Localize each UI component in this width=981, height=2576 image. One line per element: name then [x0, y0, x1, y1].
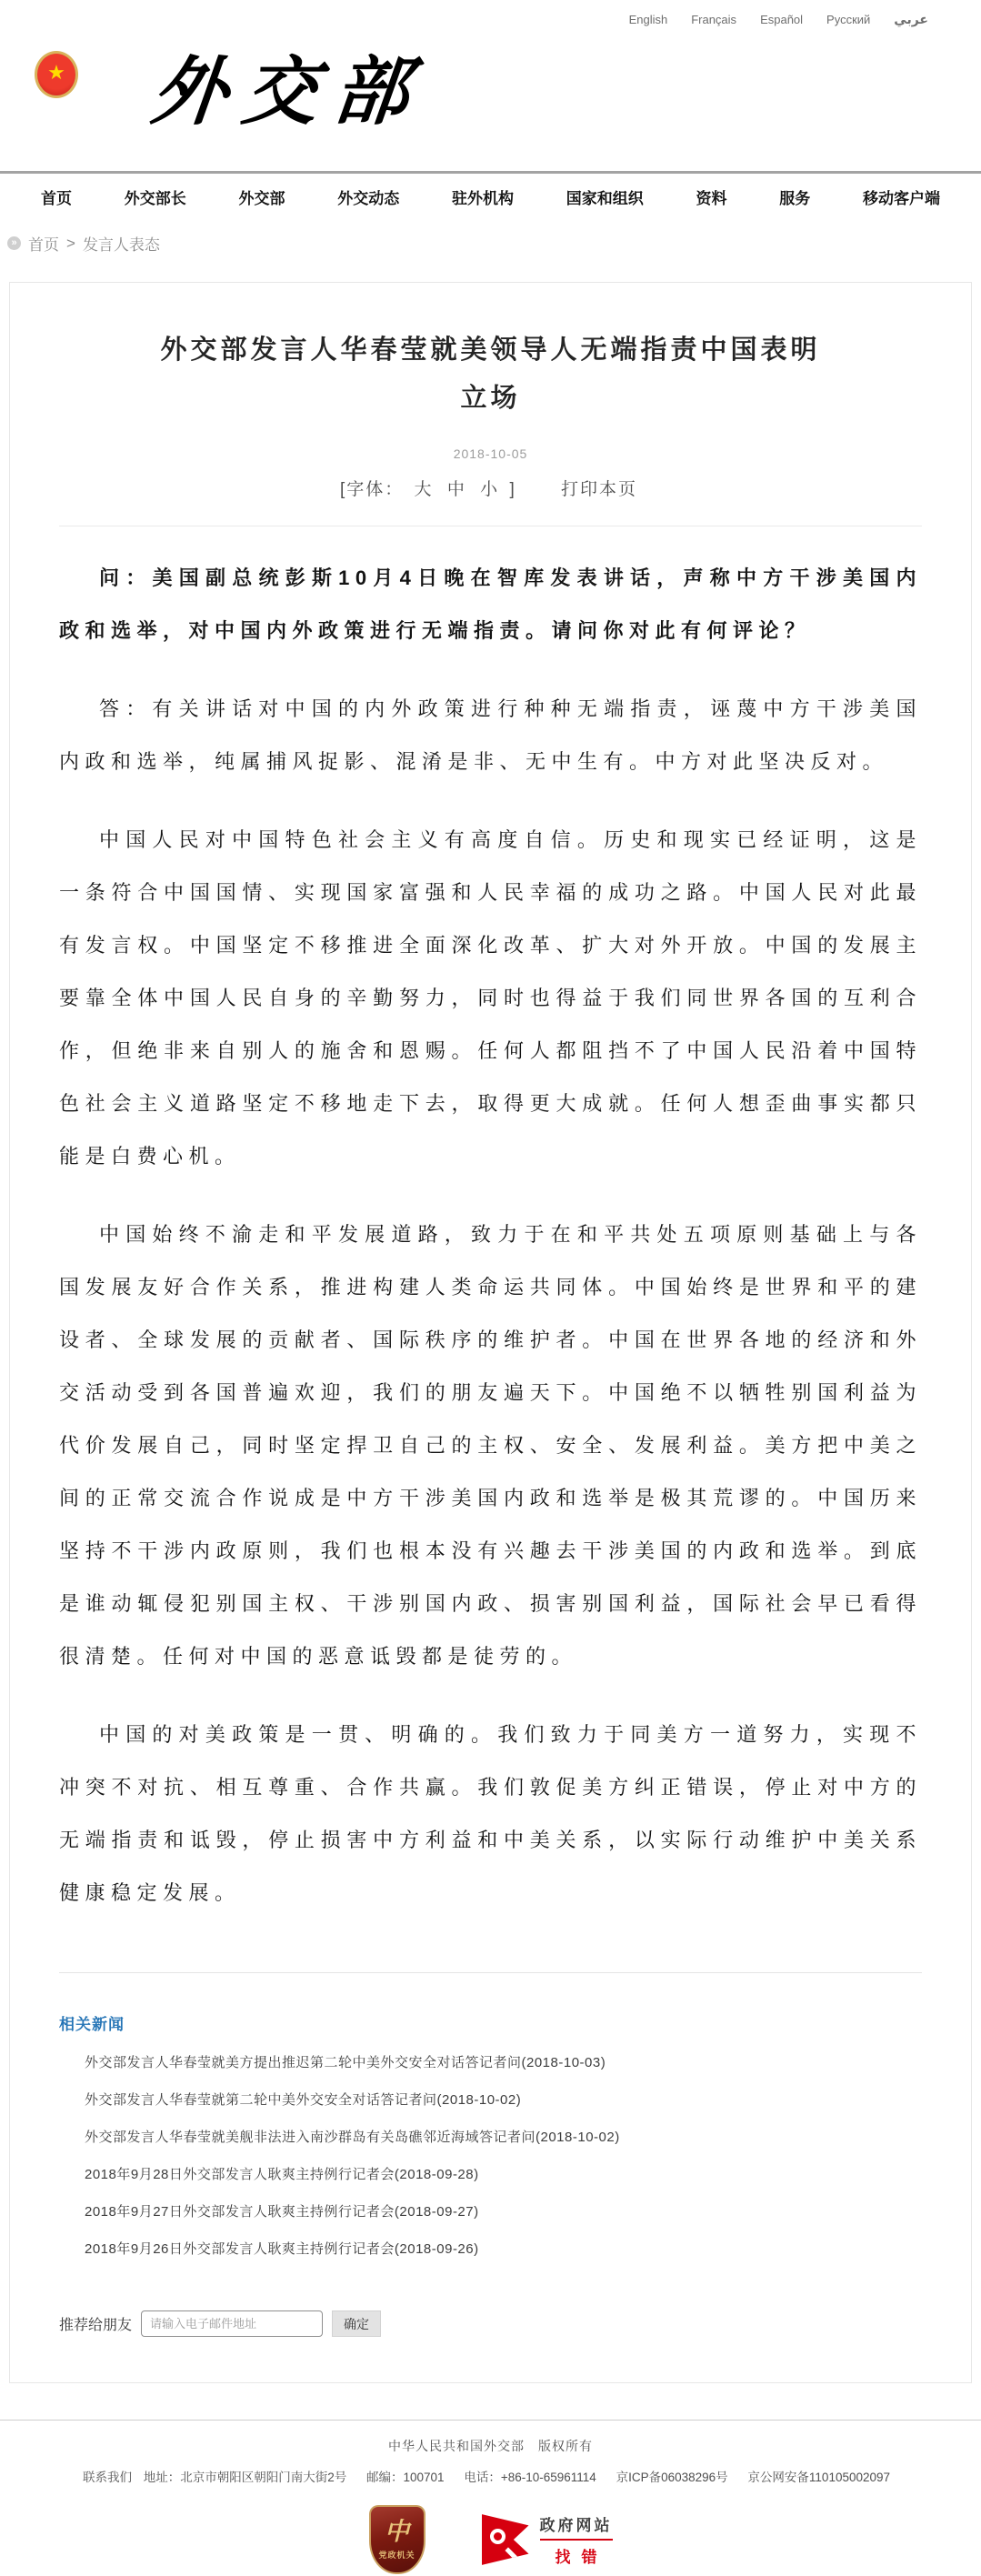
- error-badge-text: [540, 2512, 613, 2567]
- shield-badge-label: 党政机关: [378, 2550, 415, 2560]
- nav-item-activities[interactable]: 外交动态: [337, 190, 400, 207]
- paragraph-answer-1: 答：有关讲话对中国的内外政策进行种种无端指责，诬蔑中方干涉美国内政和选举，纯属捕风捉影、混淆是非、无中生有。中方对此坚决反对。: [59, 697, 922, 773]
- nav-item-mobile-client[interactable]: 移动客户端: [863, 190, 940, 207]
- related-news-link[interactable]: 外交部发言人华春莹就第二轮中美外交安全对话答记者问(2018-10-02): [85, 2092, 522, 2108]
- list-item: [59, 2164, 922, 2183]
- font-size-label-open: [字体：: [339, 480, 405, 499]
- font-size-small-button[interactable]: 小: [480, 480, 500, 499]
- list-item: [59, 2127, 922, 2146]
- font-size-label-close: ]: [509, 480, 516, 499]
- error-badge-line2: 找错: [555, 2549, 608, 2566]
- nav-item-countries[interactable]: 国家和组织: [566, 190, 644, 207]
- contact-us-link[interactable]: 联系我们: [82, 2471, 132, 2484]
- footer-icp-number: 京ICP备06038296号: [616, 2471, 728, 2484]
- red-flag-icon: [482, 2514, 529, 2565]
- lang-link-english[interactable]: English: [628, 12, 668, 26]
- article-body: [59, 552, 922, 1919]
- site-title-calligraphy[interactable]: 外交部: [147, 48, 430, 135]
- nav-item-home[interactable]: 首页: [41, 190, 72, 207]
- article-date: 2018-10-05: [453, 446, 528, 461]
- related-news-link[interactable]: 外交部发言人华春莹就美舰非法进入南沙群岛有关岛礁邻近海域答记者问(2018-10-02): [85, 2130, 620, 2145]
- nav-item-missions[interactable]: 驻外机构: [452, 190, 514, 207]
- font-size-medium-button[interactable]: 中: [446, 480, 466, 499]
- list-item: [59, 2090, 922, 2109]
- paragraph-question: 问：美国副总统彭斯10月4日晚在智库发表讲话，声称中方干涉美国内政和选举，对中国内外政策进行无端指责。请问你对此有何评论？: [59, 566, 922, 642]
- related-news-link[interactable]: 2018年9月27日外交部发言人耿爽主持例行记者会(2018-09-27): [85, 2204, 479, 2220]
- body-related-divider: [59, 1972, 922, 1973]
- gov-website-error-report-badge[interactable]: [482, 2512, 613, 2567]
- related-news-heading: 相关新闻: [59, 2016, 125, 2033]
- nav-item-ministry[interactable]: 外交部: [238, 190, 285, 207]
- footer-postcode: 邮编：100701: [366, 2471, 445, 2484]
- breadcrumb: [7, 232, 981, 255]
- party-government-shield-badge[interactable]: [369, 2505, 425, 2574]
- footer-badges: [0, 2505, 981, 2576]
- paragraph-answer-4: 中国的对美政策是一贯、明确的。我们致力于同美方一道努力，实现不冲突不对抗、相互尊重、合作共赢。我们敦促美方纠正错误，停止对中方的无端指责和诋毁，停止损害中方利益和中美关系，以实际行动维护中美关系健康稳定发展。: [59, 1723, 922, 1904]
- nav-item-services[interactable]: 服务: [779, 190, 811, 207]
- nav-item-minister[interactable]: 外交部长: [124, 190, 186, 207]
- footer-address: 地址：北京市朝阳区朝阳门南大街2号: [143, 2471, 347, 2484]
- error-badge-line1: 政府网站: [540, 2512, 613, 2541]
- list-item: [59, 2052, 922, 2071]
- related-news-link[interactable]: 外交部发言人华春莹就美方提出推迟第二轮中美外交安全对话答记者问(2018-10-03): [85, 2055, 606, 2070]
- related-news-list: [59, 2052, 922, 2258]
- font-size-large-button[interactable]: 大: [414, 480, 434, 499]
- breadcrumb-separator: >: [66, 234, 75, 252]
- recommend-row: [59, 2310, 922, 2337]
- footer-security-record: 京公网安备110105002097: [747, 2471, 891, 2484]
- print-page-button[interactable]: 打印本页: [561, 480, 638, 499]
- contact-line: [0, 2467, 981, 2485]
- lang-link-spanish[interactable]: Español: [760, 12, 804, 26]
- emblem-star-icon: ★: [47, 61, 65, 84]
- paragraph-answer-2: 中国人民对中国特色社会主义有高度自信。历史和现实已经证明，这是一条符合中国国情、实现国家富强和人民幸福的成功之路。中国人民对此最有发言权。中国坚定不移推进全面深化改革、扩大对外开放。中国的发展主要靠全体中国人民自身的辛勤努力，同时也得益于我们同世界各国的互利合作，但绝非来自别人的施舍和恩赐。任何人都阻挡不了中国人民沿着中国特色社会主义道路坚定不移地走下去，取得更大成就。任何人想歪曲事实都只能是白费心机。: [59, 828, 922, 1168]
- magnifier-icon: [490, 2529, 506, 2544]
- lang-link-russian[interactable]: Русский: [826, 12, 871, 26]
- recommend-label: 推荐给朋友: [59, 2318, 133, 2333]
- breadcrumb-current: 发言人表态: [82, 236, 160, 254]
- lang-link-arabic[interactable]: عربي: [894, 11, 928, 26]
- related-news-link[interactable]: 2018年9月26日外交部发言人耿爽主持例行记者会(2018-09-26): [85, 2241, 479, 2257]
- related-news-link[interactable]: 2018年9月28日外交部发言人耿爽主持例行记者会(2018-09-28): [85, 2167, 479, 2182]
- site-header: [0, 27, 981, 171]
- nav-item-resources[interactable]: 资料: [696, 190, 727, 207]
- confirm-button[interactable]: 确定: [332, 2310, 381, 2337]
- magnifier-handle-icon: [505, 2547, 517, 2560]
- copyright-line: 中华人民共和国外交部 版权所有: [388, 2439, 593, 2453]
- related-news-section: [59, 2011, 922, 2258]
- article-card: [9, 282, 972, 2383]
- lang-link-french[interactable]: Français: [691, 12, 737, 26]
- shield-emblem-icon: 中: [385, 2517, 409, 2546]
- article-title: 外交部发言人华春莹就美领导人无端指责中国表明立场: [160, 336, 821, 413]
- national-emblem-logo[interactable]: [35, 51, 78, 98]
- language-bar: [0, 0, 981, 27]
- article-controls: [59, 476, 922, 500]
- paragraph-answer-3: 中国始终不渝走和平发展道路，致力于在和平共处五项原则基础上与各国发展友好合作关系，推进构建人类命运共同体。中国始终是世界和平的建设者、全球发展的贡献者、国际秩序的维护者。中国在世界各地的经济和外交活动受到各国普遍欢迎，我们的朋友遍天下。中国绝不以牺牲别国利益为代价发展自己，同时坚定捍卫自己的主权、安全、发展利益。美方把中美之间的正常交流合作说成是中方干涉美国内政和选举是极其荒谬的。中国历来坚持不干涉内政原则，我们也根本没有兴趣去干涉美国的内政和选举。到底是谁动辄侵犯别国主权、干涉别国内政、损害别国利益，国际社会早已看得很清楚。任何对中国的恶意诋毁都是徒劳的。: [59, 1223, 922, 1668]
- list-item: [59, 2239, 922, 2258]
- list-item: [59, 2201, 922, 2220]
- main-nav: [0, 174, 981, 219]
- breadcrumb-arrow-icon: »: [7, 236, 21, 250]
- page-footer: [0, 2420, 981, 2576]
- breadcrumb-home[interactable]: 首页: [28, 236, 59, 254]
- email-input[interactable]: [141, 2310, 323, 2337]
- footer-phone: 电话：+86-10-65961114: [464, 2471, 596, 2484]
